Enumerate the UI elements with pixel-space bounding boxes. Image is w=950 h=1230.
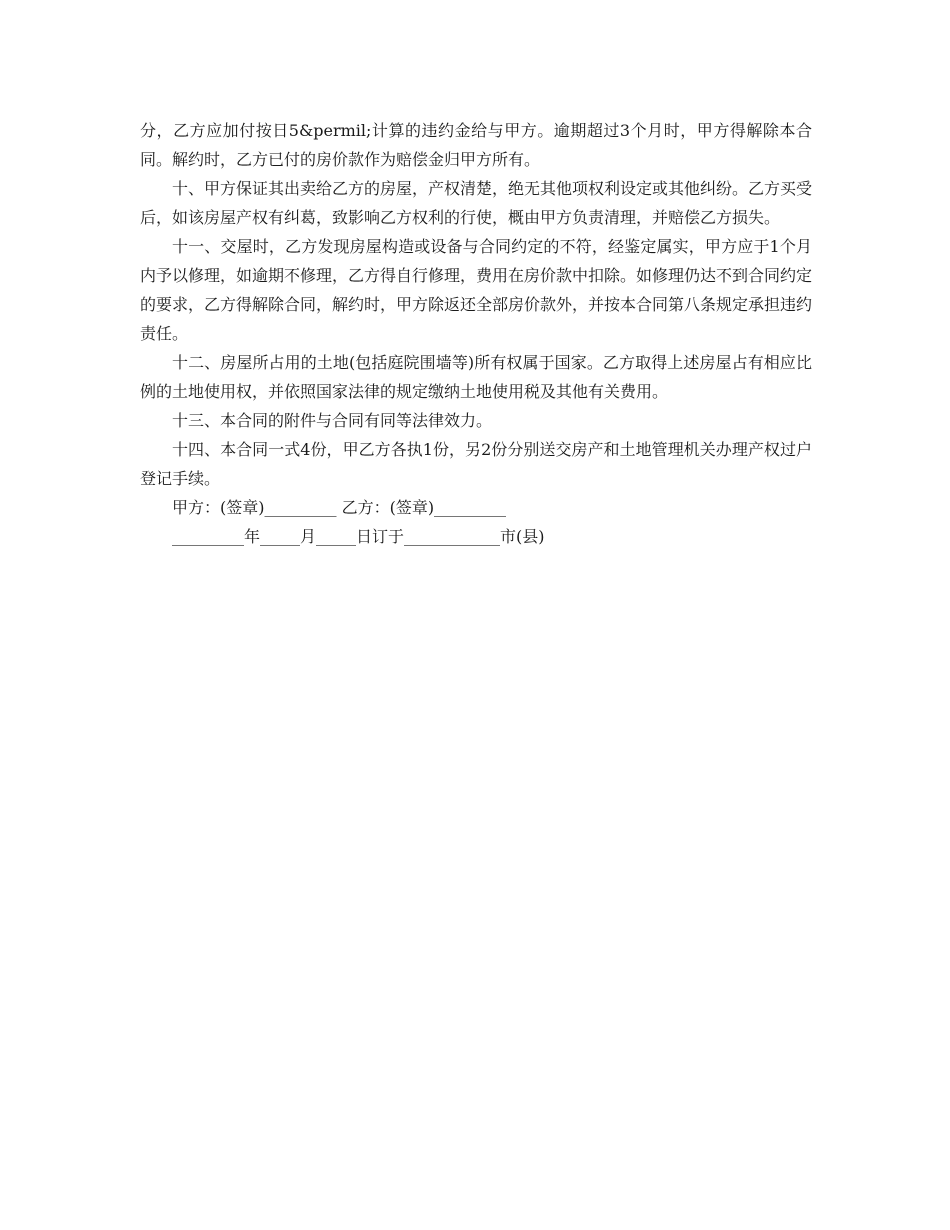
paragraph-clause-13: 十三、本合同的附件与合同有同等法律效力。	[172, 411, 493, 430]
contract-body	[140, 116, 812, 551]
date-line: _________年_____月_____日订于____________市(县)	[172, 527, 545, 546]
paragraph-penalty-continuation: 分，乙方应加付按日5&permil;计算的违约金给与甲方。逾期超过3个月时，甲方得解除本合同。解约时，乙方已付的房价款作为赔偿金归甲方所有。	[140, 121, 812, 169]
paragraph-clause-12: 十二、房屋所占用的土地(包括庭院围墙等)所有权属于国家。乙方取得上述房屋占有相应比例的土地使用权，并依照国家法律的规定缴纳土地使用税及其他有关费用。	[140, 353, 812, 401]
paragraph-clause-10: 十、甲方保证其出卖给乙方的房屋，产权清楚，绝无其他项权利设定或其他纠纷。乙方买受后，如该房屋产权有纠葛，致影响乙方权利的行使，概由甲方负责清理，并赔偿乙方损失。	[140, 179, 813, 227]
signature-line: 甲方：(签章)_________ 乙方：(签章)_________	[172, 498, 507, 517]
paragraph-clause-11: 十一、交屋时，乙方发现房屋构造或设备与合同约定的不符，经鉴定属实，甲方应于1个月内予以修理，如逾期不修理，乙方得自行修理，费用在房价款中扣除。如修理仍达不到合同约定的要求，乙方得解除合同，解约时，甲方除返还全部房价款外，并按本合同第八条规定承担违约责任。	[140, 237, 813, 343]
paragraph-clause-14: 十四、本合同一式4份，甲乙方各执1份，另2份分别送交房产和土地管理机关办理产权过户登记手续。	[140, 440, 812, 488]
